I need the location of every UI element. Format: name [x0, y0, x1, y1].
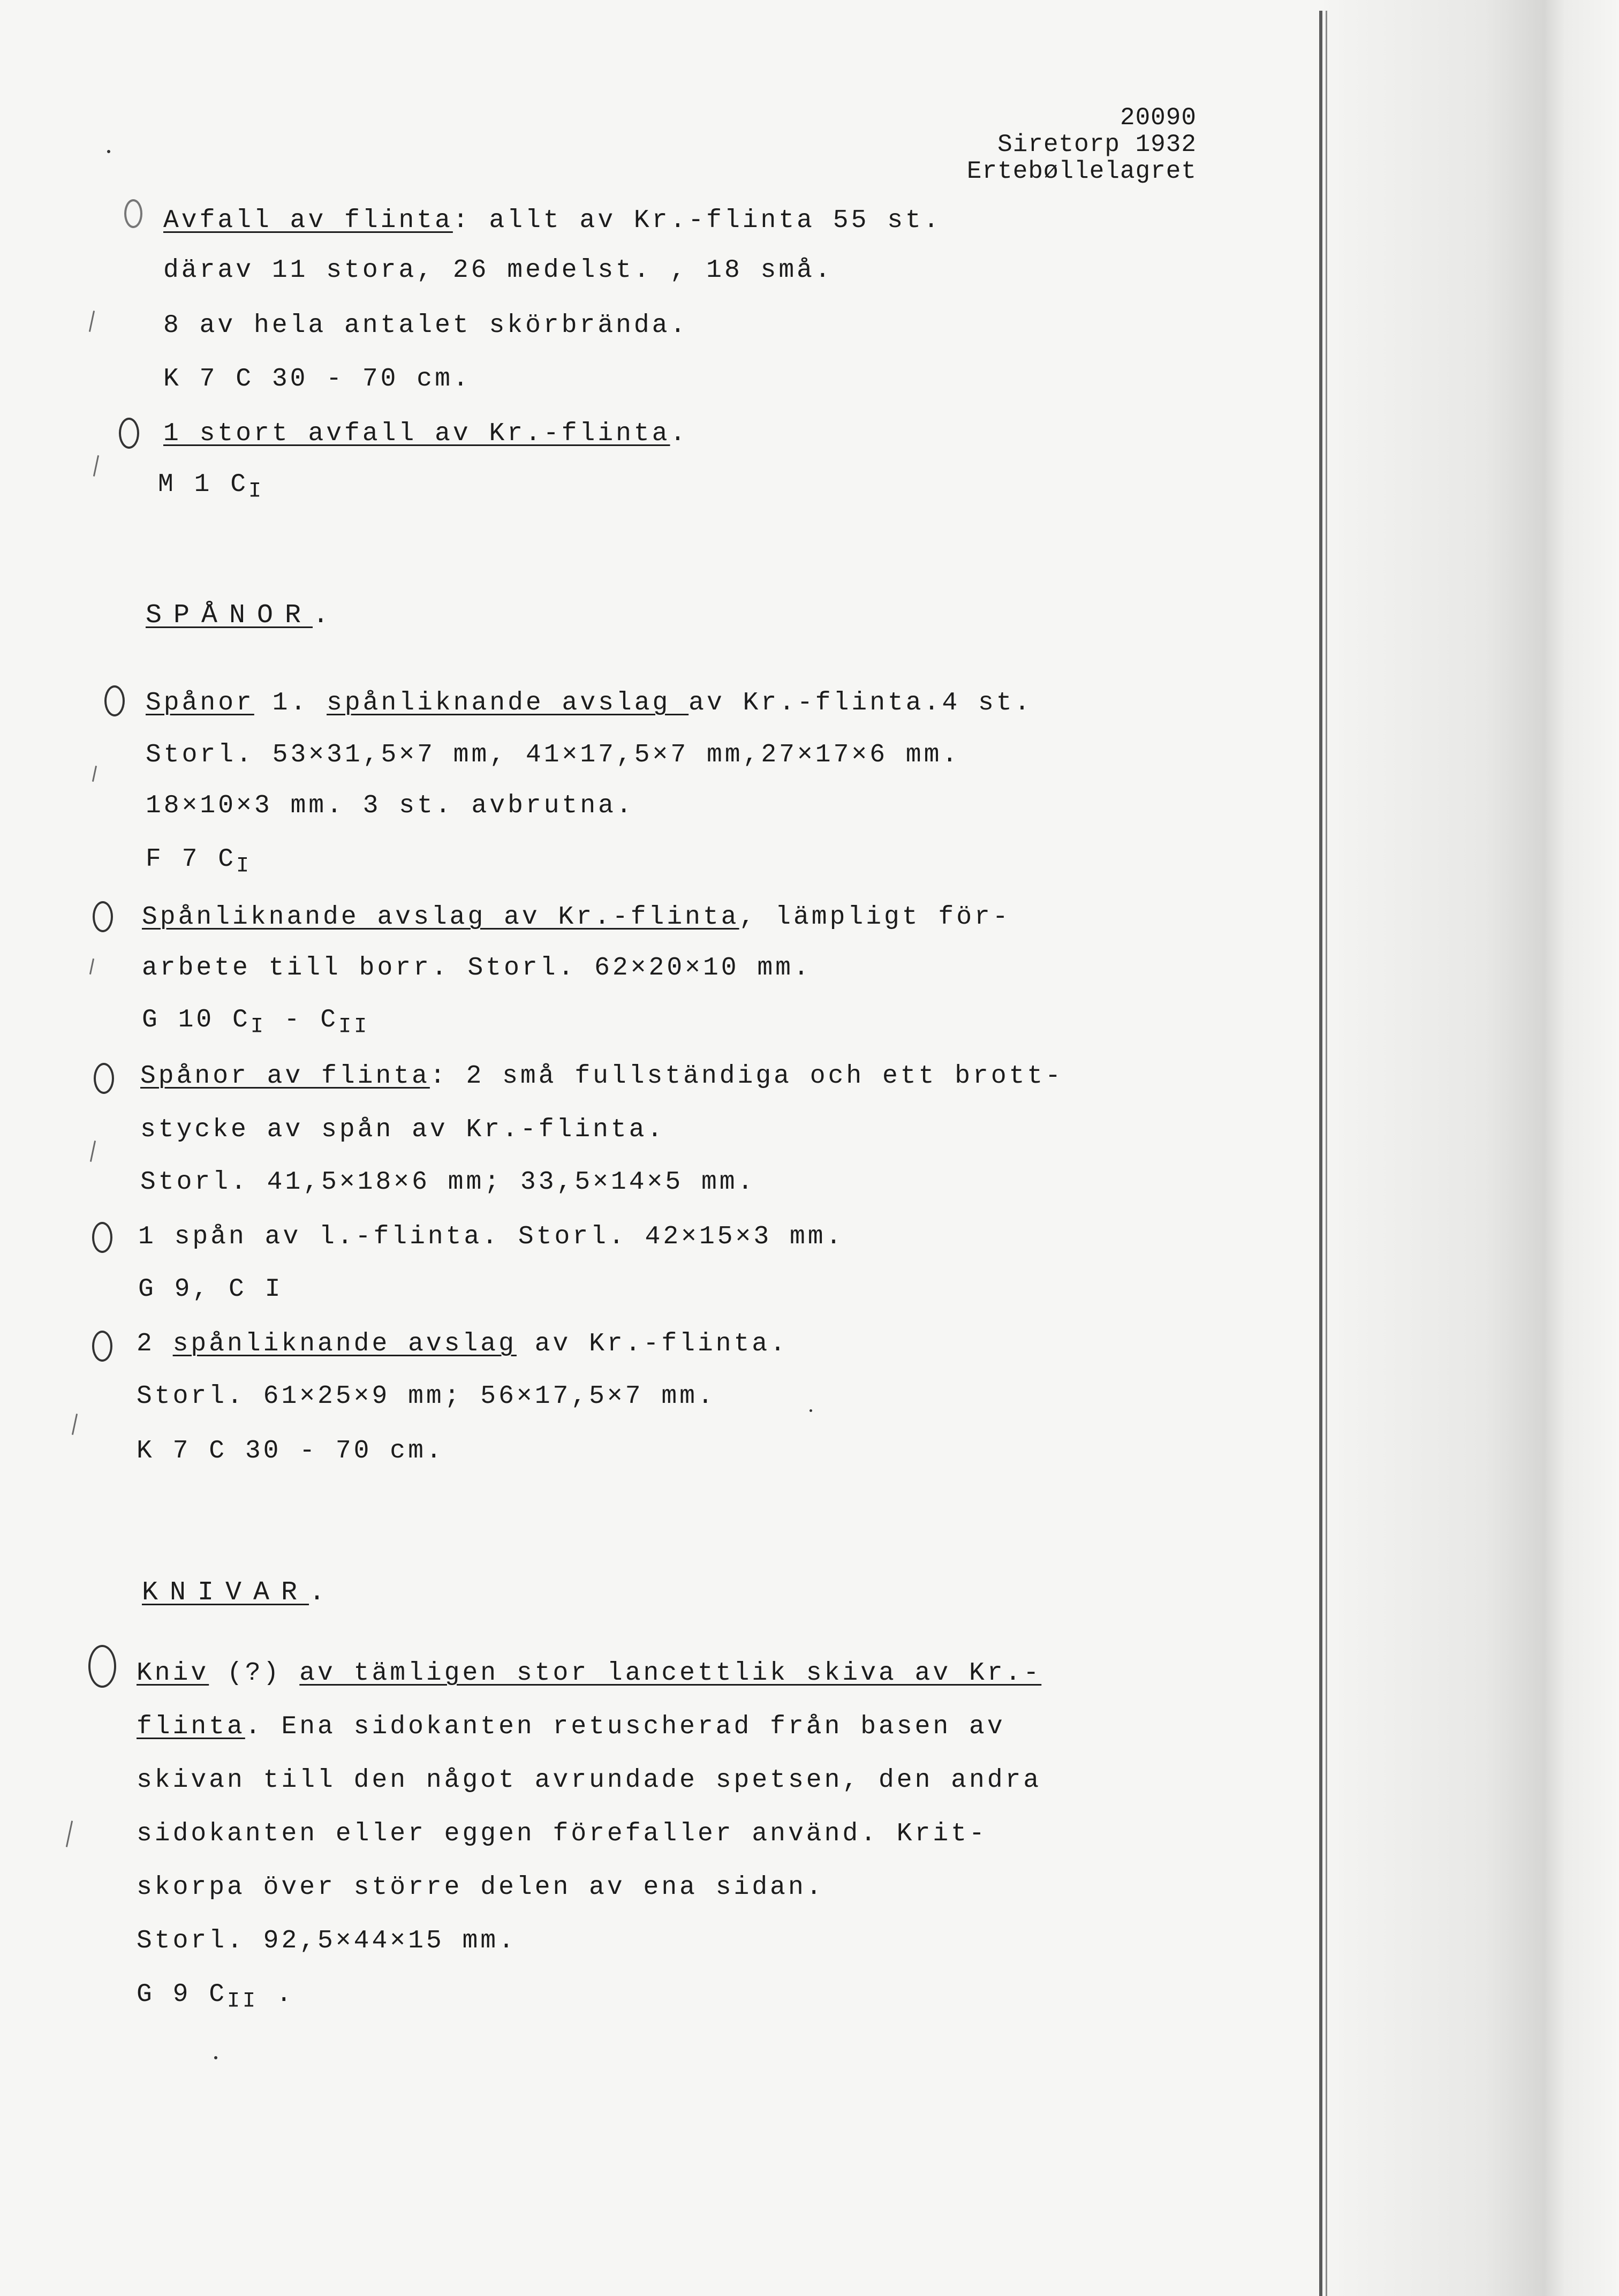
check-circle-mark: [94, 1063, 114, 1094]
entry-kniv-line4: sidokanten eller eggen förefaller använd. Krit-: [137, 1819, 987, 1848]
entry-spanor-5-line1: 2 spånliknande avslag av Kr.-flinta.: [137, 1330, 788, 1358]
check-circle-mark: [88, 1645, 116, 1688]
check-circle-mark: [124, 199, 142, 228]
entry-spanor-3-line1: Spånor av flinta: 2 små fullständiga och ett brott-: [140, 1062, 1064, 1091]
entry-spanor-1-location: F 7 $C_I$: [146, 845, 252, 879]
entry-kniv-location: G 9 $C_{II}$ .: [137, 1980, 294, 2014]
entry-kniv-line1: Kniv (?) av tämligen stor lancettlik skiva av Kr.-: [137, 1659, 1042, 1688]
entry-spanor-3-line3: Storl. 41,5×18×6 mm; 33,5×14×5 mm.: [140, 1168, 756, 1197]
entry-stort-avfall: 1 stort avfall av Kr.-flinta.: [163, 419, 689, 448]
entry-avfall-location: K 7 C 30 - 70 cm.: [163, 365, 471, 394]
binding-edge-line: [1319, 11, 1322, 2296]
entry-spanor-1-line2: Storl. 53×31,5×7 mm, 41×17,5×7 mm,27×17×6 mm.: [146, 741, 960, 769]
entry-avfall-line3: 8 av hela antalet skörbrända.: [163, 311, 689, 340]
margin-tick: [93, 455, 99, 477]
entry-spanor-2-line2: arbete till borr. Storl. 62×20×10 mm.: [142, 954, 812, 983]
stray-dot: [107, 150, 110, 153]
entry-kniv-line2: flinta. Ena sidokanten retuscherad från basen av: [137, 1712, 1005, 1741]
margin-tick: [90, 1141, 96, 1162]
entry-avfall-line1: Avfall av flinta: allt av Kr.-flinta 55 st.: [163, 206, 942, 235]
margin-tick: [89, 958, 94, 975]
stray-dot: [810, 1409, 812, 1412]
margin-tick: [66, 1821, 73, 1847]
entry-title: Avfall av flinta: [163, 206, 453, 235]
site-name: Siretorp 1932: [997, 131, 1197, 158]
entry-kniv-line5: skorpa över större delen av ena sidan.: [137, 1873, 824, 1902]
margin-tick: [72, 1414, 78, 1435]
entry-spanor-5-line2: Storl. 61×25×9 mm; 56×17,5×7 mm.: [137, 1382, 716, 1411]
layer-name: Ertebøllelagret: [966, 157, 1197, 185]
section-heading-knivar: KNIVAR.: [142, 1577, 337, 1608]
entry-spanor-1-line3: 18×10×3 mm. 3 st. avbrutna.: [146, 791, 634, 820]
entry-title: 1 stort avfall av Kr.-flinta: [163, 419, 670, 448]
entry-spanor-5-location: K 7 C 30 - 70 cm.: [137, 1437, 444, 1466]
entry-spanor-1-line1: Spånor 1. spånliknande avslag av Kr.-flinta.4 st.: [146, 689, 1033, 718]
entry-spanor-4-location: G 9, C I: [138, 1275, 283, 1304]
margin-tick: [89, 311, 95, 332]
stray-dot: [214, 2056, 217, 2059]
entry-spanor-4-line1: 1 spån av l.-flinta. Storl. 42×15×3 mm.: [138, 1222, 844, 1251]
entry-avfall-line2: därav 11 stora, 26 medelst. , 18 små.: [163, 256, 833, 285]
catalog-number: 20090: [1119, 104, 1197, 132]
entry-kniv-line3: skivan till den något avrundade spetsen, den andra: [137, 1766, 1042, 1795]
binding-edge-line-secondary: [1326, 11, 1327, 2296]
entry-kniv-line6: Storl. 92,5×44×15 mm.: [137, 1927, 517, 1955]
entry-stort-avfall-location: M 1 $C_I$: [158, 470, 264, 504]
entry-spanor-3-line2: stycke av spån av Kr.-flinta.: [140, 1115, 665, 1144]
check-circle-mark: [92, 1222, 112, 1253]
check-circle-mark: [92, 1331, 112, 1362]
check-circle-mark: [104, 685, 125, 716]
page-header: [961, 104, 1197, 185]
entry-spanor-2-location: G 10 $C_I - C_{II}$: [142, 1006, 370, 1039]
page-edge-shadow: [1319, 0, 1619, 2296]
check-circle-mark: [119, 418, 139, 449]
section-heading-spanor: SPÅNOR.: [146, 600, 341, 631]
margin-tick: [92, 766, 97, 782]
entry-spanor-2-line1: Spånliknande avslag av Kr.-flinta, lämpligt för-: [142, 903, 1011, 932]
check-circle-mark: [93, 901, 113, 932]
